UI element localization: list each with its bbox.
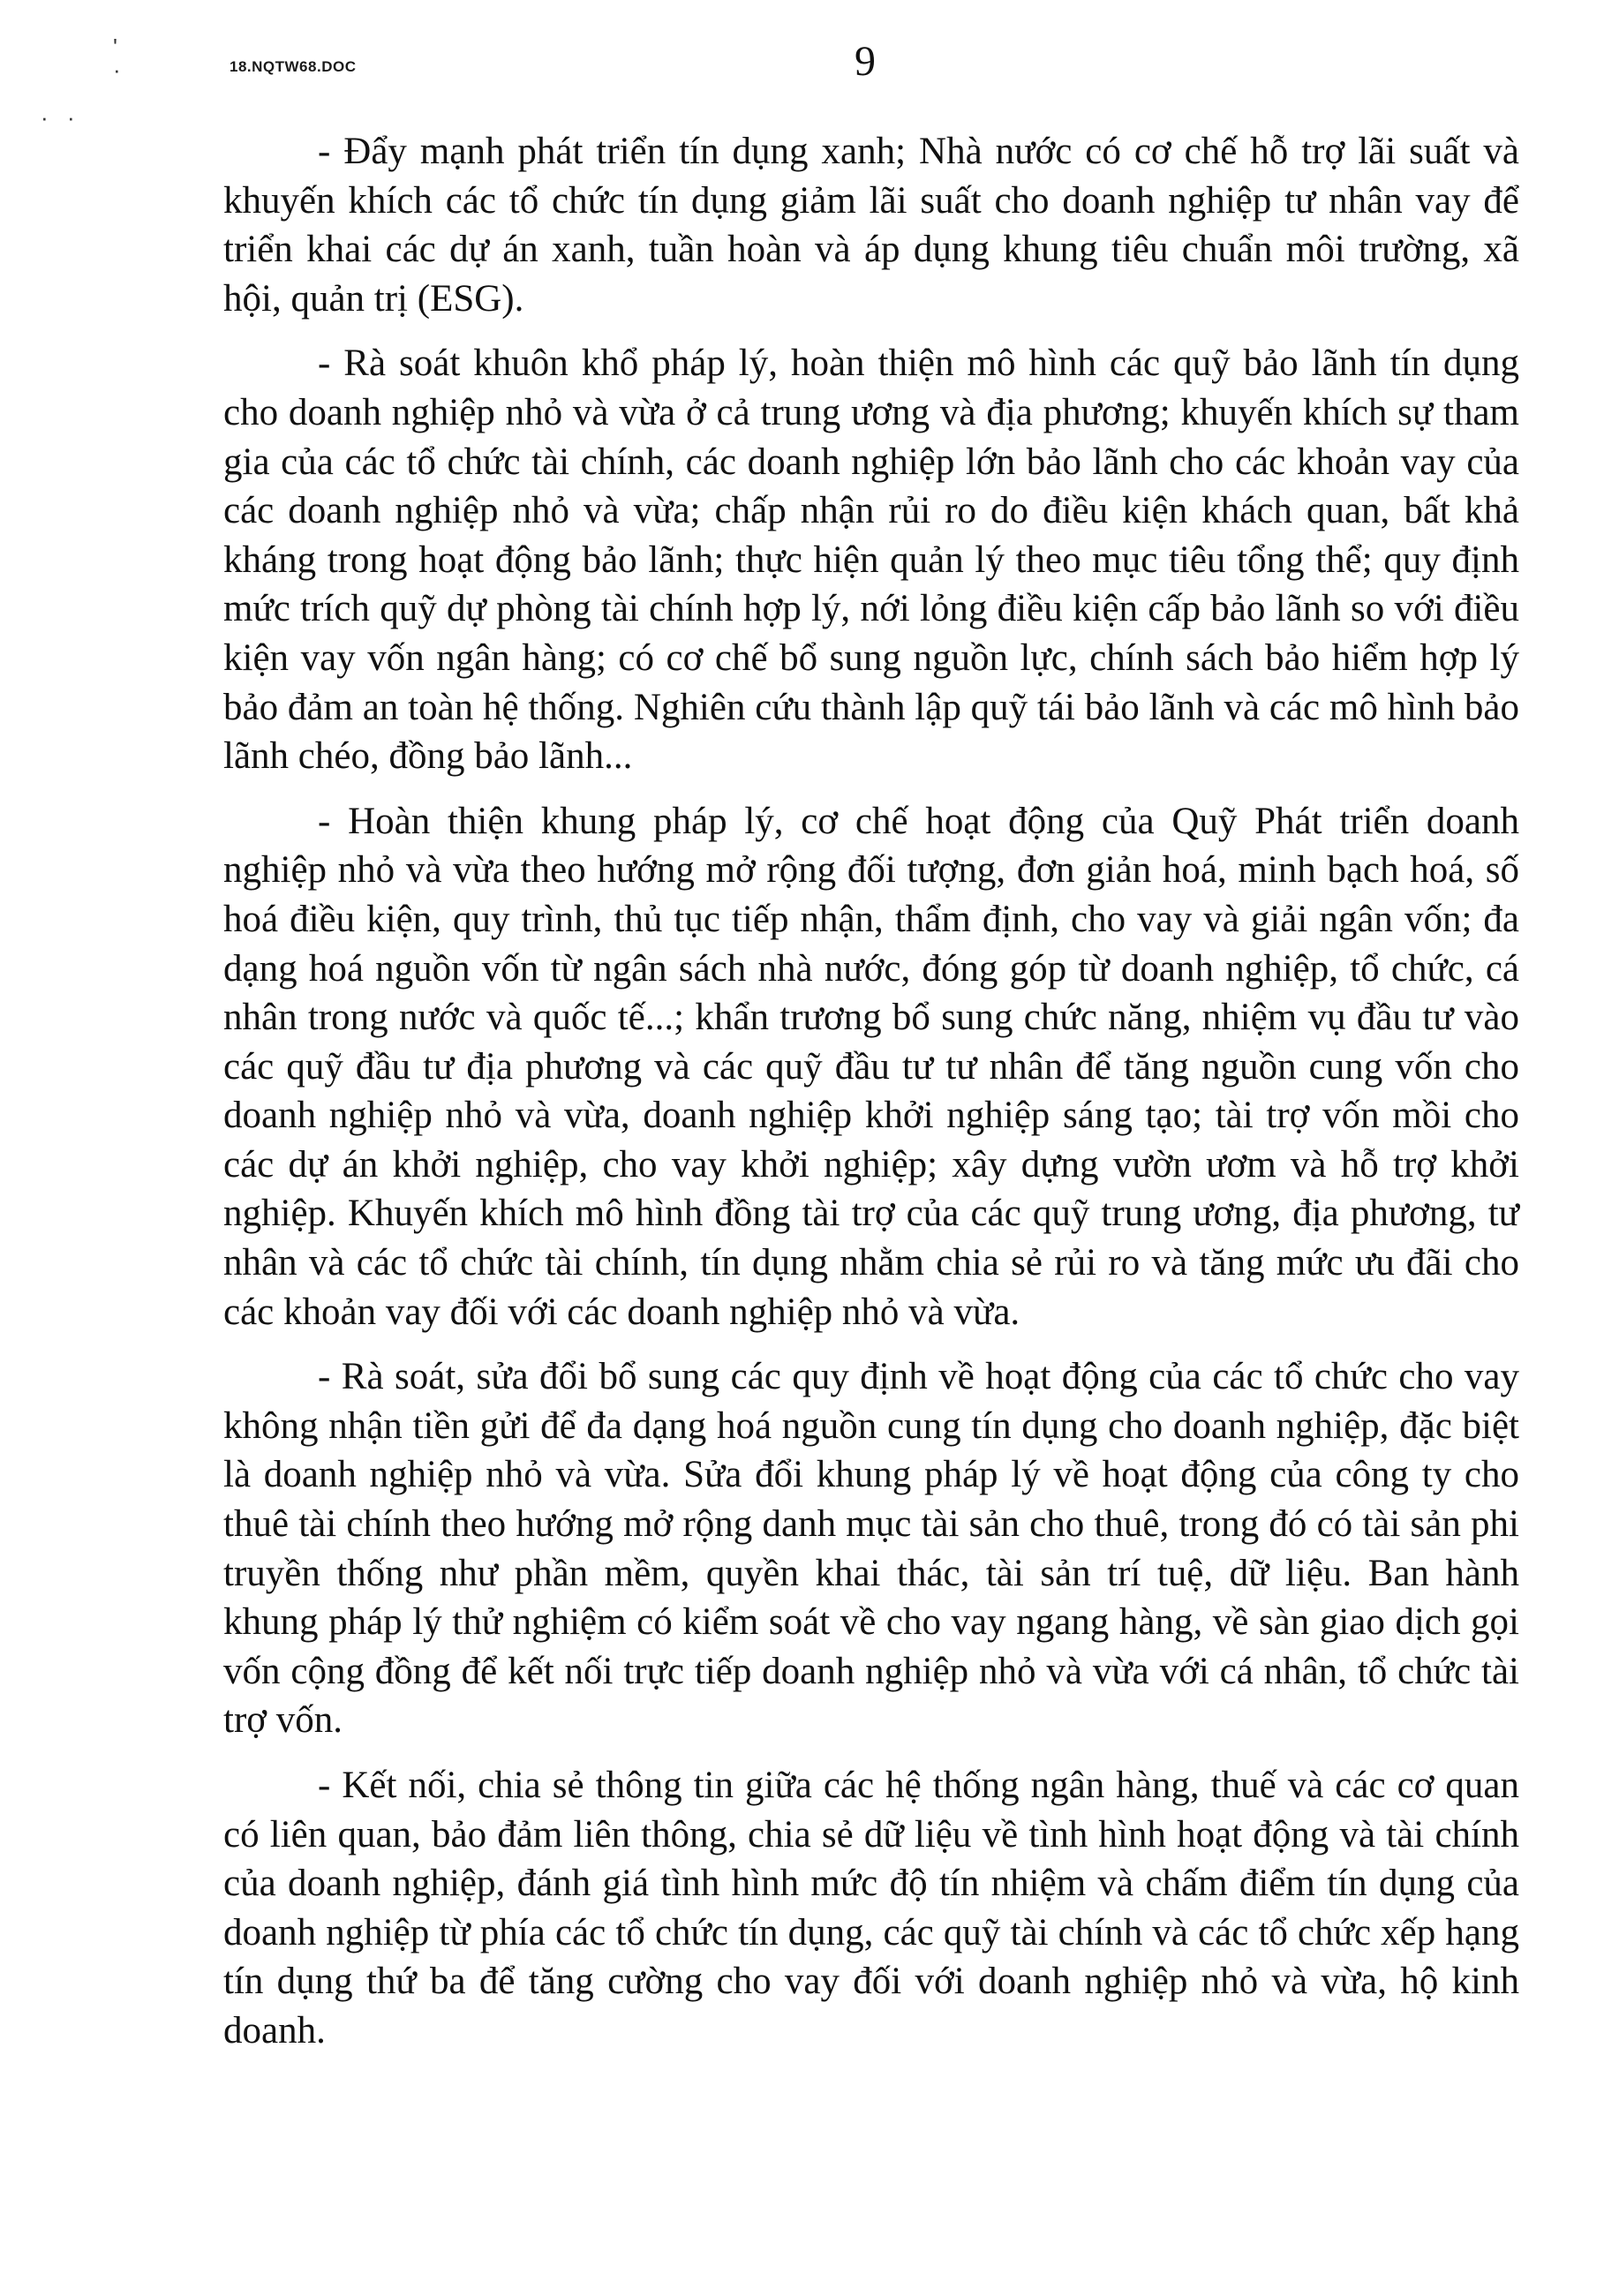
paragraph-information-sharing: - Kết nối, chia sẻ thông tin giữa các hệ thống ngân hàng, thuế và các cơ quan có liên quan, bảo đảm liên thông, chia sẻ dữ liệu về tình hình hoạt động và tài chính của doanh nghiệp, đánh giá tình hình mức độ tín nhiệm và chấm điểm tín dụng của doanh nghiệp từ phía các tổ chức tín dụng, các quỹ tài chính và các tổ chức xếp hạng tín dụng thứ ba để tăng cường cho vay đối với doanh nghiệp nhỏ và vừa, hộ kinh doanh. <box>223 1765 1519 2051</box>
scan-mark: · <box>67 104 75 131</box>
page-number: 9 <box>855 38 876 85</box>
document-body <box>223 127 1519 2072</box>
paragraph-credit-guarantee-funds: - Rà soát khuôn khổ pháp lý, hoàn thiện mô hình các quỹ bảo lãnh tín dụng cho doanh nghiệp nhỏ và vừa ở cả trung ương và địa phương; khuyến khích sự tham gia của các tổ chức tài chính, các doanh nghiệp lớn bảo lãnh cho các khoản vay của các doanh nghiệp nhỏ và vừa; chấp nhận rủi ro do điều kiện khách quan, bất khả kháng trong hoạt động bảo lãnh; thực hiện quản lý theo mục tiêu tổng thể; quy định mức trích quỹ dự phòng tài chính hợp lý, nới lỏng điều kiện cấp bảo lãnh so với điều kiện vay vốn ngân hàng; có cơ chế bổ sung nguồn lực, chính sách bảo hiểm hợp lý bảo đảm an toàn hệ thống. Nghiên cứu thành lập quỹ tái bảo lãnh và các mô hình bảo lãnh chéo, đồng bảo lãnh... <box>223 343 1519 778</box>
scan-mark: ' <box>113 34 117 60</box>
paragraph-non-deposit-lenders: - Rà soát, sửa đổi bổ sung các quy định về hoạt động của các tổ chức cho vay không nhận tiền gửi để đa dạng hoá nguồn cung tín dụng cho doanh nghiệp, đặc biệt là doanh nghiệp nhỏ và vừa. Sửa đổi khung pháp lý về hoạt động của công ty cho thuê tài chính theo hướng mở rộng danh mục tài sản cho thuê, trong đó có tài sản phi truyền thống như phần mềm, quyền khai thác, tài sản trí tuệ, dữ liệu. Ban hành khung pháp lý thử nghiệm có kiểm soát về cho vay ngang hàng, về sàn giao dịch gọi vốn cộng đồng để kết nối trực tiếp doanh nghiệp nhỏ và vừa với cá nhân, tổ chức tài trợ vốn. <box>223 1356 1519 1742</box>
document-file-label: 18.NQTW68.DOC <box>230 58 357 75</box>
paragraph-green-credit: - Đẩy mạnh phát triển tín dụng xanh; Nhà nước có cơ chế hỗ trợ lãi suất và khuyến khích các tổ chức tín dụng giảm lãi suất cho doanh nghiệp tư nhân vay để triển khai các dự án xanh, tuần hoàn và áp dụng khung tiêu chuẩn môi trường, xã hội, quản trị (ESG). <box>223 131 1519 320</box>
paragraph-sme-development-fund: - Hoàn thiện khung pháp lý, cơ chế hoạt động của Quỹ Phát triển doanh nghiệp nhỏ và vừa theo hướng mở rộng đối tượng, đơn giản hoá, minh bạch hoá, số hoá điều kiện, quy trình, thủ tục tiếp nhận, thẩm định, cho vay và giải ngân vốn; đa dạng hoá nguồn vốn từ ngân sách nhà nước, đóng góp từ doanh nghiệp, tổ chức, cá nhân trong nước và quốc tế...; khẩn trương bổ sung chức năng, nhiệm vụ đầu tư vào các quỹ đầu tư địa phương và các quỹ đầu tư tư nhân để tăng nguồn cung vốn cho doanh nghiệp nhỏ và vừa, doanh nghiệp khởi nghiệp sáng tạo; tài trợ vốn mồi cho các dự án khởi nghiệp, cho vay khởi nghiệp; xây dựng vườn ươm và hỗ trợ khởi nghiệp. Khuyến khích mô hình đồng tài trợ của các quỹ trung ương, địa phương, tư nhân và các tổ chức tài chính, tín dụng nhằm chia sẻ rủi ro và tăng mức ưu đãi cho các khoản vay đối với các doanh nghiệp nhỏ và vừa. <box>223 800 1519 1333</box>
scan-mark: · <box>41 104 49 131</box>
scan-mark: · <box>113 56 121 83</box>
